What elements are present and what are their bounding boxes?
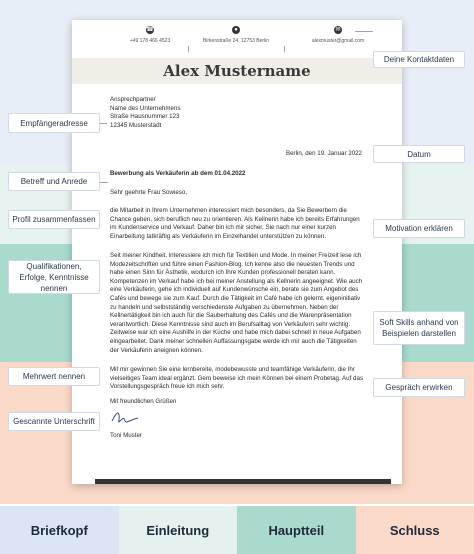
divider <box>284 46 285 52</box>
paragraph-main: Seit meiner Kindheit, interessiere ich mich für Textilien und Mode. In meiner Freizeit lese ich Modezeitschriften und führe einen Fashion-Blog. Ich kenne also die neuesten Trends und habe einen Sinn für Ästhetik, wodurch ich Ihre Kunden professionell beraten kann. Kompetenzen im Verkauf habe ich bei meiner Anstellung als Kellnerin angeeignet. Wie auch eine Verkäuferin, gehe ich individuell auf Kundenwünsche ein, berate sie zum Angebot des Cafés und bewege sie zum Kauf. Durch die Tätigkeit im Café habe ich gelernt, eigeninitiativ zu handeln und selbstständig verschiedenste Aufgaben zu übernehmen. Neben der Kellnertätigkeit bin ich auch für die Sauberhaltung des Cafés und die Warenpräsentation verantwortlich. Diese Kenntnisse sind auch im Berufsalltag von Verkäufern sehr wichtig. Zeitweise war ich eine Aushilfe in der Küche und habe mich dabei schnell in neue Aufgaben eingearbeitet. Dank meiner schnellen Auffassungsgabe werde ich mir auch die Tätigkeiten der Verkäuferin aneignen können. <box>110 252 363 354</box>
name-header <box>72 58 402 84</box>
divider <box>188 46 189 52</box>
mail-icon: ✉ <box>335 27 341 33</box>
label-qualifications: Qualifikationen, Erfolge, Kenntnisse nennen <box>8 260 100 294</box>
email-contact <box>298 26 378 44</box>
letter-closing: Mit freundlichen Grüßen <box>110 398 177 405</box>
signature-name: Toni Muster <box>110 432 142 439</box>
signature-graphic <box>110 409 140 427</box>
letter-salutation: Sehr geehrte Frau Sowieso, <box>110 189 188 196</box>
label-contact: Deine Kontaktdaten <box>373 51 465 68</box>
label-value: Mehrwert nennen <box>8 367 100 386</box>
recipient-line: Ansprechpartner <box>110 96 156 103</box>
legend-briefkopf: Briefkopf <box>0 506 119 554</box>
legend-schluss: Schluss <box>356 506 474 554</box>
page-bottom-bar <box>95 479 391 484</box>
label-softskills: Soft Skills anhand von Beispielen darstellen <box>373 311 465 345</box>
label-interview: Gespräch erwirken <box>373 378 465 397</box>
paragraph-intro: die Mitarbeit in Ihrem Unternehmen interessiert mich besonders, da Sie Bewerbern die Chance geben, sich beruflich neu zu orientieren. Als Kellnerin habe ich bereits Erfahrungen im Kundenservice und Verkauf. Daher bin ich mir sicher, Sie nach nur einer kurzen Einarbeitung tatkräftig als Verkäuferin im Einzelhandel unterstützen zu können. <box>110 207 360 240</box>
label-subject: Betreff und Anrede <box>8 172 100 191</box>
phone-icon: ☎ <box>146 27 154 33</box>
address-contact <box>196 26 276 44</box>
address-text: Birkenstraße 24, 12753 Berlin <box>202 38 270 44</box>
paragraph-closing: Mit mir gewinnen Sie eine lernbereite, modebewusste und teamfähige Verkäuferin, die Ihr vielseitiges Team ideal ergänzt. Gern beweise ich mein Können bei einem Probetag. Auf das Vorstellungsgespräch freue ich mich sehr. <box>110 366 364 391</box>
recipient-line: Name des Unternehmens <box>110 104 181 112</box>
recipient-line: Straße Hausnummer 123 <box>110 113 180 121</box>
location-pin-icon: ● <box>232 26 240 34</box>
label-motivation: Motivation erklären <box>373 219 465 238</box>
contact-row <box>72 26 402 50</box>
phone-text: +49 178 466 4523 <box>129 38 171 44</box>
label-date: Datum <box>373 145 465 163</box>
letter-subject: Bewerbung als Verkäuferin ab dem 01.04.2022 <box>110 170 246 177</box>
recipient-block <box>110 96 181 130</box>
label-signature: Gescannte Unterschrift <box>8 412 100 431</box>
connector <box>355 31 373 32</box>
connector <box>100 182 108 183</box>
legend-einleitung: Einleitung <box>119 506 238 554</box>
legend-hauptteil: Hauptteil <box>237 506 356 554</box>
letter-page <box>72 20 402 484</box>
section-legend <box>0 506 474 554</box>
phone-contact <box>110 26 190 44</box>
label-profile: Profil zusammenfassen <box>8 210 100 229</box>
email-text: alexmuster@gmail.com <box>311 38 365 44</box>
letter-date: Berlin, den 19. Januar 2022 <box>285 150 362 157</box>
recipient-line: 12345 Musterstadt <box>110 121 162 129</box>
applicant-name: Alex Mustername <box>163 62 311 80</box>
label-recipient: Empfängeradresse <box>8 113 100 133</box>
